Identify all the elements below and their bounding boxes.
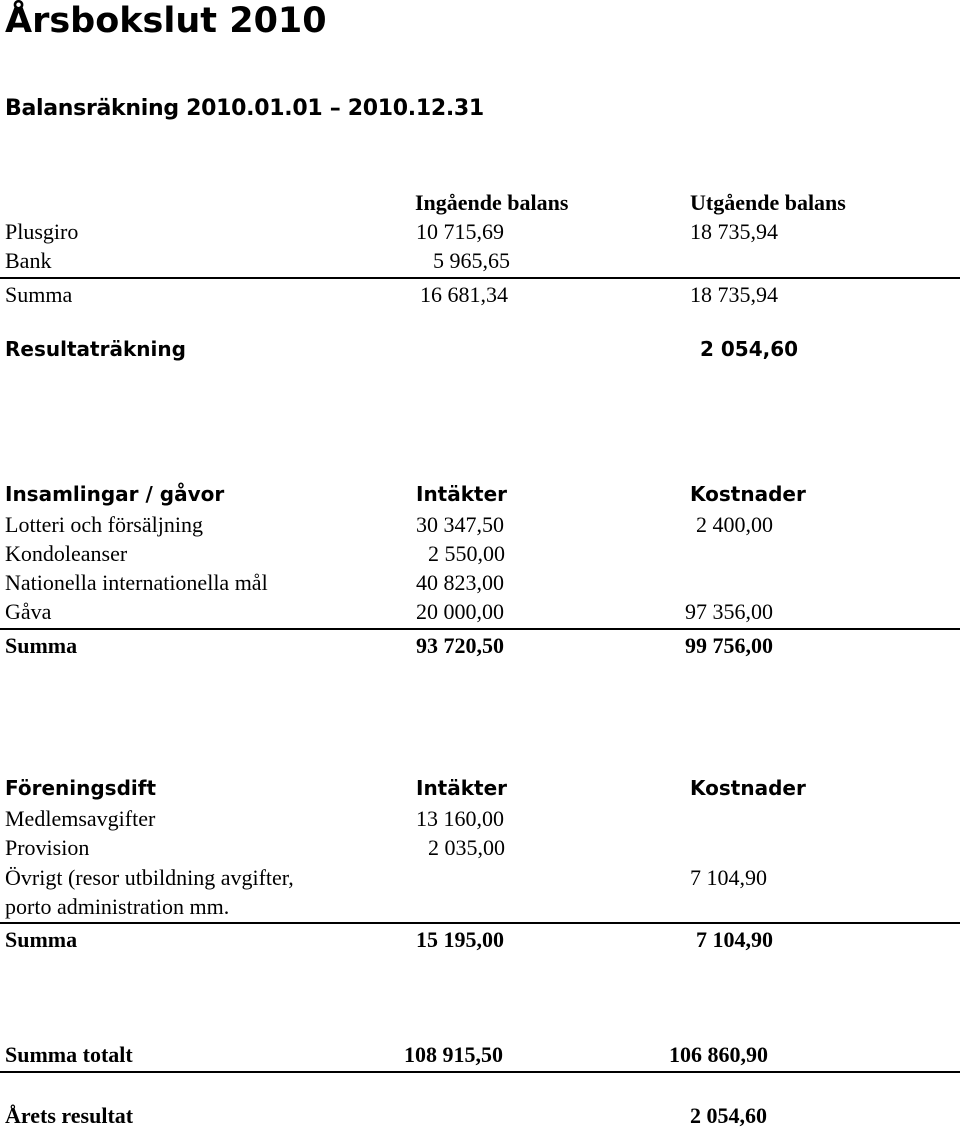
foreningsdrift-head-out: Kostnader: [690, 776, 806, 800]
balans-header-row: [0, 188, 960, 218]
resultat-label: Resultaträkning: [5, 337, 186, 361]
foreningsdrift-header-row: [0, 773, 960, 803]
sum-in: 15 195,00: [416, 927, 504, 952]
table-row: [0, 597, 960, 627]
row-out: 2 400,00: [696, 512, 773, 537]
table-row: [0, 892, 960, 922]
row-in: 40 823,00: [416, 570, 504, 595]
row-label: Övrigt (resor utbildning avgifter,: [5, 865, 294, 890]
table-row: [0, 217, 960, 247]
divider: [0, 628, 960, 630]
foreningsdrift-head-label: Föreningsdift: [5, 776, 157, 800]
page-title: Årsbokslut 2010: [5, 1, 327, 41]
row-in: 10 715,69: [416, 219, 504, 244]
arets-resultat-value: 2 054,60: [690, 1103, 767, 1128]
row-in: 5 965,65: [433, 248, 510, 273]
sum-out: 99 756,00: [685, 633, 773, 658]
insamlingar-header-row: [0, 479, 960, 509]
page-subtitle: Balansräkning 2010.01.01 – 2010.12.31: [5, 96, 484, 121]
row-label: porto administration mm.: [5, 894, 230, 919]
divider: [0, 1071, 960, 1073]
divider: [0, 922, 960, 924]
row-label: Lotteri och försäljning: [5, 512, 203, 537]
table-row: [0, 246, 960, 276]
balans-head-out: Utgående balans: [690, 190, 846, 215]
row-label: Bank: [5, 248, 52, 273]
sum-out: 18 735,94: [690, 282, 778, 307]
row-out: 97 356,00: [685, 599, 773, 624]
row-label: Kondoleanser: [5, 541, 128, 566]
insamlingar-sum-row: [0, 631, 960, 661]
row-label: Nationella internationella mål: [5, 570, 268, 595]
row-in: 20 000,00: [416, 599, 504, 624]
row-out: 18 735,94: [690, 219, 778, 244]
arets-resultat-row: [0, 1101, 960, 1131]
totalt-out: 106 860,90: [669, 1042, 768, 1067]
row-in: 2 035,00: [428, 835, 505, 860]
resultat-row: [0, 334, 960, 364]
table-row: [0, 804, 960, 834]
balans-head-in: Ingående balans: [415, 190, 569, 215]
sum-in: 93 720,50: [416, 633, 504, 658]
totalt-row: [0, 1040, 960, 1070]
table-row: [0, 539, 960, 569]
totalt-label: Summa totalt: [5, 1042, 133, 1067]
insamlingar-head-in: Intäkter: [416, 482, 508, 506]
table-row: [0, 510, 960, 540]
totalt-in: 108 915,50: [404, 1042, 503, 1067]
table-row: [0, 833, 960, 863]
row-in: 30 347,50: [416, 512, 504, 537]
row-label: Provision: [5, 835, 90, 860]
row-out: 7 104,90: [690, 865, 767, 890]
insamlingar-head-label: Insamlingar / gåvor: [5, 482, 225, 506]
row-label: Gåva: [5, 599, 52, 624]
row-in: 13 160,00: [416, 806, 504, 831]
foreningsdrift-head-in: Intäkter: [416, 776, 508, 800]
balans-sum-row: [0, 280, 960, 310]
arets-resultat-label: Årets resultat: [5, 1103, 134, 1128]
insamlingar-head-out: Kostnader: [690, 482, 806, 506]
sum-out: 7 104,90: [696, 927, 773, 952]
table-row: [0, 863, 960, 893]
row-label: Medlemsavgifter: [5, 806, 156, 831]
table-row: [0, 568, 960, 598]
sum-in: 16 681,34: [420, 282, 508, 307]
divider: [0, 277, 960, 279]
row-label: Plusgiro: [5, 219, 79, 244]
sum-label: Summa: [5, 927, 78, 952]
row-in: 2 550,00: [428, 541, 505, 566]
foreningsdrift-sum-row: [0, 925, 960, 955]
sum-label: Summa: [5, 282, 73, 307]
sum-label: Summa: [5, 633, 78, 658]
resultat-value: 2 054,60: [700, 337, 799, 361]
